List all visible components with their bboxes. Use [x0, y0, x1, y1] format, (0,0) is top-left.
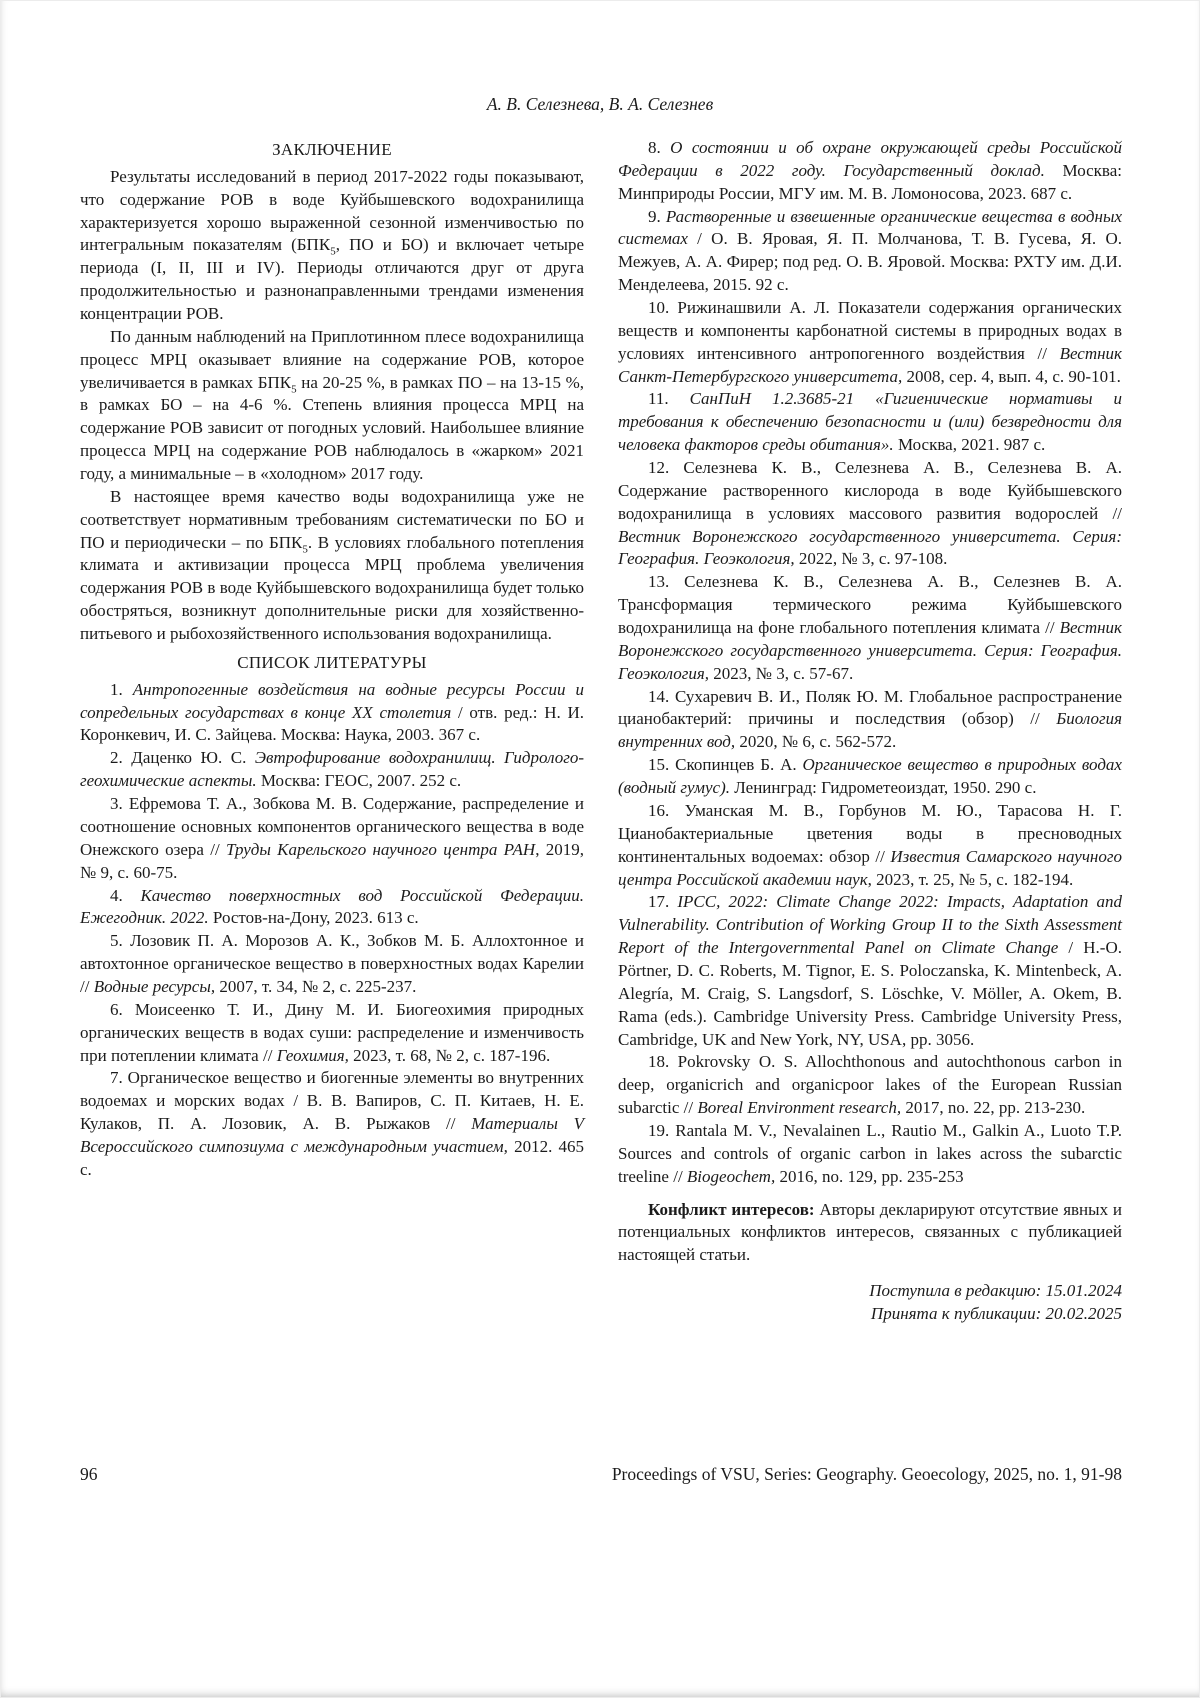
reference-item: 12. Селезнева К. В., Селезнева А. В., Селезнева В. А. Содержание растворенного кислорода в воде Куйбышевского водохранилища в условиях массового развития водорослей // Вестник Воронежского государственного университета. Серия: География. Геоэкология, 2022, № 3, с. 97-108.: [618, 458, 1122, 569]
page-footer: [80, 1464, 1122, 1485]
reference-item: 6. Моисеенко Т. И., Дину М. И. Биогеохимия природных органических веществ в водах суши: распределение и изменчивость при потеплении климата // Геохимия, 2023, т. 68, № 2, с. 187-196.: [80, 999, 584, 1065]
conclusion-paragraph: По данным наблюдений на Приплотинном плесе водохранилища процесс МРЦ оказывает влияние на содержание РОВ, которое увеличивается в рамках $БПК_5$ на 20-25 %, в рамках ПО – на 13-15 %, в рамках БО – на 4-6 %. Степень влияния процесса МРЦ на содержание РОВ зависит от погодных условий. Наибольшее влияние процесса МРЦ на содержание РОВ наблюдалось в «жарком» 2021 году, а минимальные – в «холодном» 2017 году.: [80, 326, 584, 484]
two-column-body: [0, 115, 1200, 1326]
reference-item: 14. Сухаревич В. И., Поляк Ю. М. Глобальное распространение цианобактерий: причины и последствия (обзор) // Биология внутренних вод, 2020, № 6, с. 562-572.: [618, 686, 1122, 752]
running-head: А. В. Селезнева, В. А. Селезнев: [486, 94, 714, 114]
right-column: [618, 137, 1122, 1326]
conclusion-heading: ЗАКЛЮЧЕНИЕ: [272, 140, 392, 159]
left-column: [80, 137, 584, 1326]
reference-item: 1. Антропогенные воздействия на водные ресурсы России и сопредельных государствах в конце XX столетия / отв. ред.: Н. И. Коронкевич, И. С. Зайцева. Москва: Наука, 2003. 367 с.: [80, 679, 584, 745]
submission-dates: [618, 1280, 1122, 1326]
reference-item: 18. Pokrovsky O. S. Allochthonous and autochthonous carbon in deep, organicrich and organicpoor lakes of the European Russian subarctic // Boreal Environment research, 2017, no. 22, pp. 213-230.: [618, 1052, 1122, 1118]
received-date: Поступила в редакцию: 15.01.2024: [869, 1281, 1122, 1301]
reference-item: 15. Скопинцев Б. А. Органическое вещество в природных водах (водный гумус). Ленинград: Гидрометеоиздат, 1950. 290 с.: [618, 755, 1122, 798]
conclusion-paragraph: В настоящее время качество воды водохранилища уже не соответствует нормативным требованиям систематически по БО и ПО и периодически – по $БПК_5$. В условиях глобального потепления климата и активизации процесса МРЦ проблема увеличения содержания РОВ в воде Куйбышевского водохранилища будет только обостряться, возникнут дополнительные риски для хозяйственно-питьевого и рыбохозяйственного использования водохранилища.: [80, 486, 585, 644]
reference-item: 10. Рижинашвили А. Л. Показатели содержания органических веществ и компоненты карбонатной системы в природных водах в условиях интенсивного антропогенного воздействия // Вестник Санкт-Петербургского университета, 2008, сер. 4, вып. 4, с. 90-101.: [618, 298, 1122, 386]
conflict-of-interest: Конфликт интересов: Авторы декларируют отсутствие явных и потенциальных конфликтов интересов, связанных с публикацией настоящей статьи.: [618, 1199, 1123, 1265]
reference-item: 2. Даценко Ю. С. Эвтрофирование водохранилищ. Гидролого-геохимические аспекты. Москва: ГЕОС, 2007. 252 с.: [80, 748, 584, 791]
reference-item: 13. Селезнева К. В., Селезнева А. В., Селезнев В. А. Трансформация термического режима Куйбышевского водохранилища на фоне глобального потепления климата // Вестник Воронежского государственного университета. Серия: География. Геоэкология, 2023, № 3, с. 57-67.: [618, 572, 1122, 683]
accepted-date: Принята к публикации: 20.02.2025: [870, 1303, 1122, 1323]
reference-item: 19. Rantala M. V., Nevalainen L., Rautio M., Galkin A., Luoto T.P. Sources and controls of organic carbon in lakes across the subarctic treeline // Biogeochem, 2016, no. 129, pp. 235-253: [618, 1120, 1122, 1186]
reference-item: 7. Органическое вещество и биогенные элементы во внутренних водоемах и морских водах / В. В. Вапиров, С. П. Китаев, Н. Е. Кулаков, П. А. Лозовик, А. В. Рыжаков // Материалы V Всероссийского симпозиума с международным участием, 2012. 465 с.: [80, 1068, 585, 1179]
reference-item: 11. СанПиН 1.2.3685-21 «Гигиенические нормативы и требования к обеспечению безопасности и (или) безвредности для человека факторов среды обитания». Москва, 2021. 987 с.: [618, 389, 1122, 455]
reference-item: 9. Растворенные и взвешенные органические вещества в водных системах / О. В. Яровая, Я. П. Молчанова, Т. В. Гусева, Я. О. Межуев, А. А. Фирер; под ред. О. В. Яровой. Москва: РХТУ им. Д.И. Менделеева, 2015. 92 с.: [618, 206, 1123, 295]
reference-item: 17. IPCC, 2022: Climate Change 2022: Impacts, Adaptation and Vulnerability. Contribution of Working Group II to the Sixth Assessment Report of the Intergovernmental Panel on Climate Change / H.-O. Pörtner, D. C. Roberts, M. Tignor, E. S. Poloczanska, K. Mintenbeck, A. Alegría, M. Craig, S. Langsdorf, S. Löschke, V. Möller, A. Okem, B. Rama (eds.). Cambridge University Press. Cambridge University Press, Cambridge, UK and New York, NY, USA, pp. 3056.: [618, 892, 1122, 1049]
reference-item: 5. Лозовик П. А. Морозов А. К., Зобков М. Б. Аллохтонное и автохтонное органическое вещество в поверхностных водах Карелии // Водные ресурсы, 2007, т. 34, № 2, с. 225-237.: [80, 931, 584, 996]
conclusion-paragraph: Результаты исследований в период 2017-2022 годы показывают, что содержание РОВ в воде Куйбышевского водохранилища характеризуется хорошо выраженной сезонной изменчивостью по интегральным показателям ($БПК_5$, ПО и БО) и включает четыре периода (I, II, III и IV). Периоды отличаются друг от друга продолжительностью и разнонаправленными трендами изменения концентрации РОВ.: [80, 166, 585, 324]
journal-footer-line: Proceedings of VSU, Series: Geography. Geoecology, 2025, no. 1, 91-98: [611, 1464, 1122, 1484]
references-heading: СПИСОК ЛИТЕРАТУРЫ: [237, 652, 427, 672]
reference-item: 16. Уманская М. В., Горбунов М. Ю., Тарасова Н. Г. Цианобактериальные цветения воды в пресноводных континентальных водоемах: обзор // Известия Самарского научного центра Российской академии наук, 2023, т. 25, № 5, с. 182-194.: [618, 800, 1122, 889]
reference-item: 4. Качество поверхностных вод Российской Федерации. Ежегодник. 2022. Ростов-на-Дону, 2023. 613 с.: [80, 885, 584, 928]
reference-item: 3. Ефремова Т. А., Зобкова М. В. Содержание, распределение и соотношение основных компонентов органического вещества в воде Онежского озера // Труды Карельского научного центра РАН, 2019, № 9, с. 60-75.: [80, 794, 585, 882]
reference-item: 8. О состоянии и об охране окружающей среды Российской Федерации в 2022 году. Государственный доклад. Москва: Минприроды России, МГУ им. М. В. Ломоносова, 2023. 687 с.: [618, 138, 1123, 203]
page-number: 96: [80, 1464, 98, 1484]
